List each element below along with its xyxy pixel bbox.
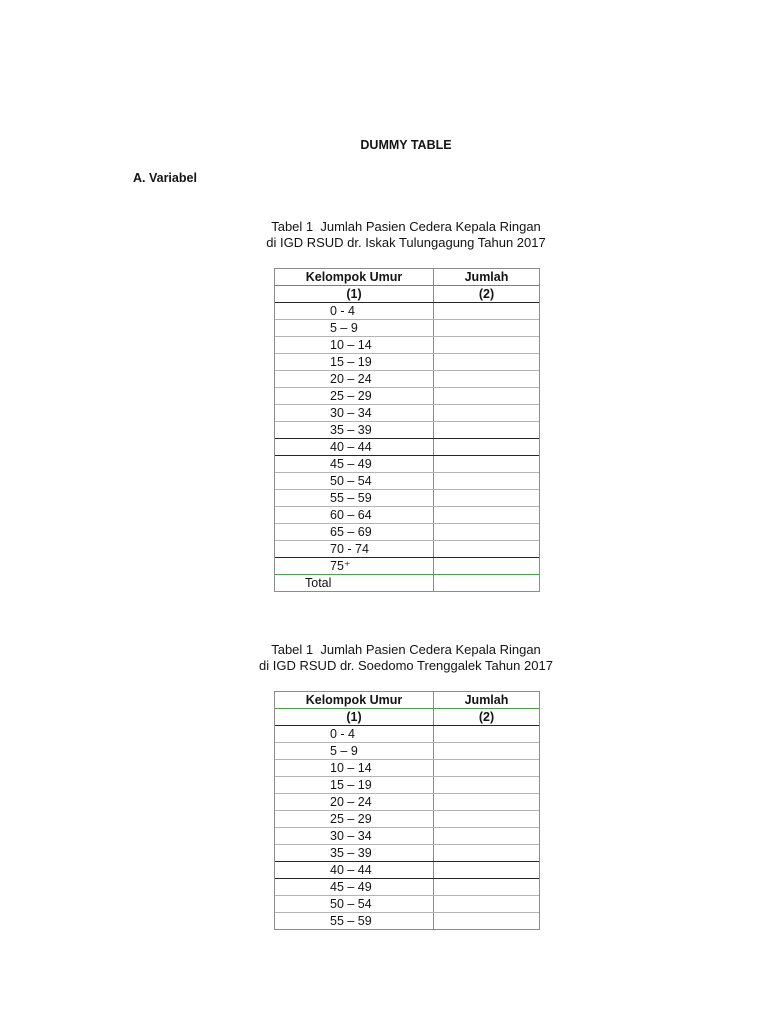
age-group-cell: 40 – 44 <box>330 863 372 877</box>
total-row <box>275 574 539 591</box>
table-row <box>275 895 539 912</box>
table-row <box>275 759 539 776</box>
age-group-cell: 0 - 4 <box>330 727 356 741</box>
age-group-cell: 5 – 9 <box>330 744 358 758</box>
table-row <box>275 302 539 319</box>
table-row <box>275 861 539 878</box>
jumlah-cell <box>433 303 539 319</box>
column-number-1: (1) <box>346 287 362 301</box>
table-1-caption-line-1: Tabel 1 Jumlah Pasien Cedera Kepala Ringan <box>271 219 541 234</box>
age-group-cell: 50 – 54 <box>330 897 372 911</box>
age-group-cell: 35 – 39 <box>330 423 372 437</box>
table-row <box>275 793 539 810</box>
jumlah-cell <box>433 439 539 455</box>
header-kelompok-umur: Kelompok Umur <box>305 693 403 707</box>
header-kelompok-umur: Kelompok Umur <box>305 270 403 284</box>
header-jumlah: Jumlah <box>433 692 539 708</box>
jumlah-cell <box>433 862 539 878</box>
column-number-2: (2) <box>433 709 539 725</box>
table-row <box>275 810 539 827</box>
jumlah-cell <box>433 760 539 776</box>
age-group-cell: 5 – 9 <box>330 321 358 335</box>
age-group-cell: 20 – 24 <box>330 795 372 809</box>
age-group-cell: 75⁺ <box>330 559 351 573</box>
table-row <box>275 844 539 861</box>
jumlah-cell <box>433 845 539 861</box>
table-row <box>275 540 539 557</box>
table-row <box>275 776 539 793</box>
jumlah-cell <box>433 371 539 387</box>
jumlah-cell <box>433 507 539 523</box>
jumlah-cell <box>433 490 539 506</box>
jumlah-cell <box>433 405 539 421</box>
age-group-cell: 45 – 49 <box>330 457 372 471</box>
header-jumlah: Jumlah <box>433 269 539 285</box>
column-number-row <box>275 708 539 725</box>
jumlah-cell <box>433 777 539 793</box>
jumlah-cell <box>433 558 539 574</box>
table-row <box>275 455 539 472</box>
table-row <box>275 404 539 421</box>
age-group-cell: 55 – 59 <box>330 491 372 505</box>
table-row <box>275 523 539 540</box>
document-title: DUMMY TABLE <box>360 138 452 152</box>
table-row <box>275 725 539 742</box>
table-2-caption-line-1: Tabel 1 Jumlah Pasien Cedera Kepala Ringan <box>271 642 541 657</box>
age-group-cell: 50 – 54 <box>330 474 372 488</box>
table-row <box>275 438 539 455</box>
jumlah-cell <box>433 896 539 912</box>
jumlah-cell <box>433 726 539 742</box>
table-header-row <box>275 269 539 285</box>
table-row <box>275 319 539 336</box>
age-group-cell: 10 – 14 <box>330 338 372 352</box>
age-group-cell: 55 – 59 <box>330 914 372 928</box>
age-group-cell: 25 – 29 <box>330 812 372 826</box>
total-label: Total <box>305 576 332 590</box>
age-group-cell: 40 – 44 <box>330 440 372 454</box>
table-2-caption-line-2: di IGD RSUD dr. Soedomo Trenggalek Tahun 2017 <box>259 658 553 673</box>
age-group-cell: 65 – 69 <box>330 525 372 539</box>
jumlah-cell <box>433 541 539 557</box>
table-1 <box>274 268 540 592</box>
table-row <box>275 472 539 489</box>
age-group-cell: 15 – 19 <box>330 778 372 792</box>
jumlah-cell <box>433 879 539 895</box>
table-row <box>275 827 539 844</box>
table-row <box>275 387 539 404</box>
total-jumlah-cell <box>433 575 539 591</box>
jumlah-cell <box>433 794 539 810</box>
jumlah-cell <box>433 524 539 540</box>
table-row <box>275 353 539 370</box>
jumlah-cell <box>433 422 539 438</box>
jumlah-cell <box>433 354 539 370</box>
age-group-cell: 35 – 39 <box>330 846 372 860</box>
jumlah-cell <box>433 743 539 759</box>
jumlah-cell <box>433 388 539 404</box>
jumlah-cell <box>433 337 539 353</box>
age-group-cell: 10 – 14 <box>330 761 372 775</box>
age-group-cell: 45 – 49 <box>330 880 372 894</box>
table-row <box>275 489 539 506</box>
jumlah-cell <box>433 320 539 336</box>
jumlah-cell <box>433 913 539 929</box>
column-number-1: (1) <box>346 710 362 724</box>
table-1-body <box>275 302 539 591</box>
age-group-cell: 60 – 64 <box>330 508 372 522</box>
table-row <box>275 557 539 574</box>
age-group-cell: 20 – 24 <box>330 372 372 386</box>
table-2-body <box>275 725 539 929</box>
table-row <box>275 912 539 929</box>
table-header-row <box>275 692 539 708</box>
age-group-cell: 0 - 4 <box>330 304 356 318</box>
age-group-cell: 30 – 34 <box>330 406 372 420</box>
jumlah-cell <box>433 828 539 844</box>
table-2 <box>274 691 540 930</box>
jumlah-cell <box>433 811 539 827</box>
age-group-cell: 15 – 19 <box>330 355 372 369</box>
table-1-caption-line-2: di IGD RSUD dr. Iskak Tulungagung Tahun 2017 <box>266 235 546 250</box>
table-row <box>275 370 539 387</box>
table-row <box>275 506 539 523</box>
table-row <box>275 742 539 759</box>
column-number-2: (2) <box>433 286 539 302</box>
jumlah-cell <box>433 456 539 472</box>
section-heading: A. Variabel <box>133 171 197 185</box>
table-row <box>275 336 539 353</box>
jumlah-cell <box>433 473 539 489</box>
age-group-cell: 70 - 74 <box>330 542 369 556</box>
age-group-cell: 30 – 34 <box>330 829 372 843</box>
age-group-cell: 25 – 29 <box>330 389 372 403</box>
table-row <box>275 421 539 438</box>
table-row <box>275 878 539 895</box>
column-number-row <box>275 285 539 302</box>
